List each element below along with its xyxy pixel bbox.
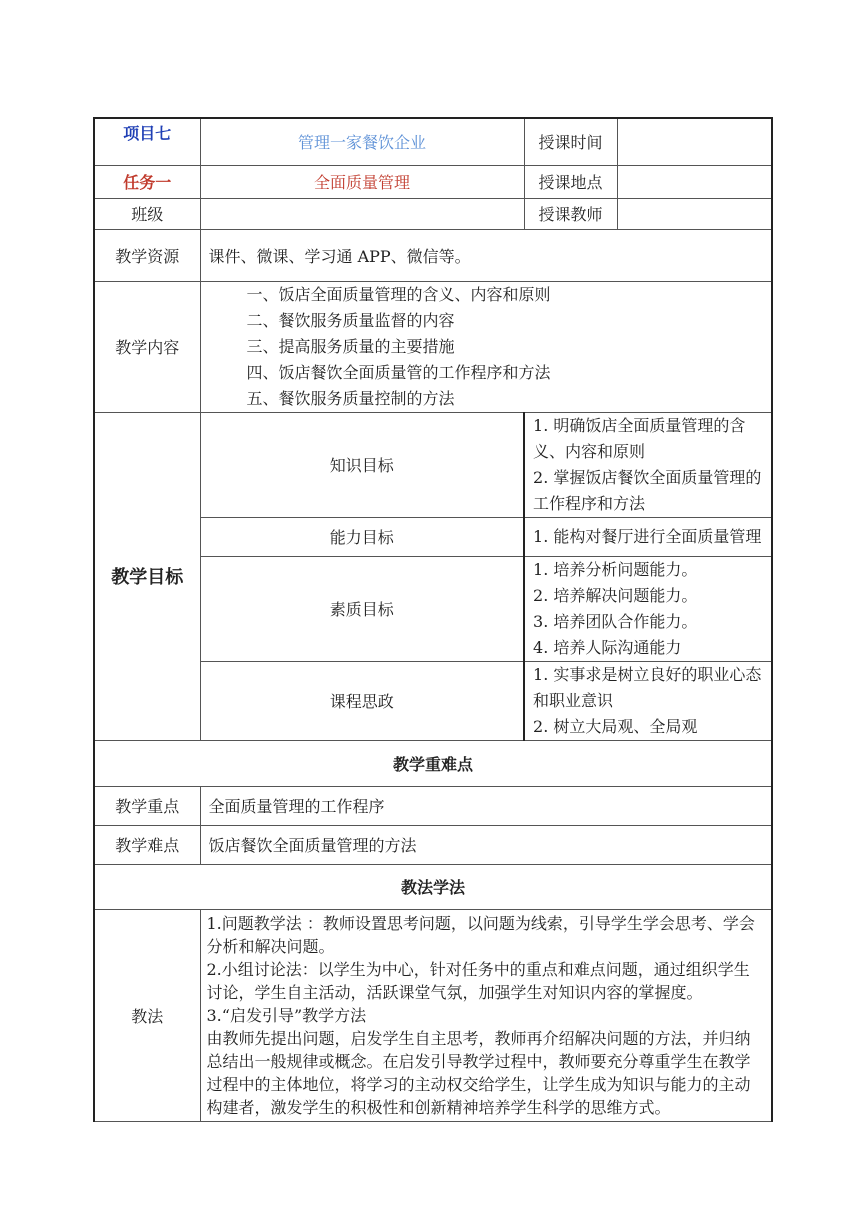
location-value [617, 165, 772, 198]
method-paragraph: 1.问题教学法 ：教师设置思考问题，以问题为线索，引导学生学会思考、学会分析和解决问题。 [206, 913, 755, 956]
content-list [200, 281, 772, 412]
content-item: 二、餐饮服务质量监督的内容 [246, 310, 455, 330]
objectives-label: 教学目标 [94, 412, 200, 740]
methods-label: 教法 [94, 909, 200, 1121]
knowledge-item: 1. 明确饭店全面质量管理的含义、内容和原则 [533, 415, 746, 461]
ability-label: 能力目标 [200, 517, 524, 556]
time-label: 授课时间 [524, 118, 617, 165]
quality-item: 2. 培养解决问题能力。 [533, 585, 698, 605]
key-points-heading: 教学重难点 [94, 740, 772, 786]
task-title: 全面质量管理 [200, 165, 524, 198]
focus-value: 全面质量管理的工作程序 [200, 786, 772, 825]
lesson-plan-table [93, 117, 773, 1122]
methods-body [200, 909, 772, 1121]
difficulty-value: 饭店餐饮全面质量管理的方法 [200, 825, 772, 864]
method-paragraph: 由教师先提出问题，启发学生自主思考，教师再介绍解决问题的方法，并归纳总结出一般规律或概念。在启发引导教学过程中，教师要充分尊重学生在教学过程中的主体地位，将学习的主动权交给学生，让学生成为知识与能力的主动构建者，激发学生的积极性和创新精神培养学生科学的思维方式。 [206, 1028, 751, 1117]
ideology-label: 课程思政 [200, 661, 524, 740]
quality-list [524, 556, 772, 661]
ability-item: 1. 能构对餐厅进行全面质量管理 [533, 526, 762, 546]
knowledge-list [524, 412, 772, 517]
class-value [200, 198, 524, 229]
focus-label: 教学重点 [94, 786, 200, 825]
quality-label: 素质目标 [200, 556, 524, 661]
method-paragraph: 2.小组讨论法：以学生为中心，针对任务中的重点和难点问题，通过组织学生讨论，学生自主活动，活跃课堂气氛，加强学生对知识内容的掌握度。 [206, 959, 750, 1002]
knowledge-item: 2. 掌握饭店餐饮全面质量管理的工作程序和方法 [533, 467, 762, 513]
teacher-value [617, 198, 772, 229]
methods-heading: 教法学法 [94, 864, 772, 909]
difficulty-label: 教学难点 [94, 825, 200, 864]
project-label: 项目七 [94, 118, 200, 165]
location-label: 授课地点 [524, 165, 617, 198]
quality-item: 3. 培养团队合作能力。 [533, 611, 698, 631]
time-value [617, 118, 772, 165]
content-item: 五、餐饮服务质量控制的方法 [246, 388, 455, 408]
knowledge-label: 知识目标 [200, 412, 524, 517]
quality-item: 4. 培养人际沟通能力 [533, 637, 682, 657]
ability-list [524, 517, 772, 556]
content-item: 四、饭店餐饮全面质量管的工作程序和方法 [246, 362, 551, 382]
content-item: 三、提高服务质量的主要措施 [246, 336, 455, 356]
quality-item: 1. 培养分析问题能力。 [533, 559, 698, 579]
task-label: 任务一 [94, 165, 200, 198]
ideology-list [524, 661, 772, 740]
resources-value: 课件、微课、学习通 APP、微信等。 [200, 229, 772, 281]
ideology-item: 2. 树立大局观、全局观 [533, 716, 698, 736]
teacher-label: 授课教师 [524, 198, 617, 229]
method-paragraph: 3.“启发引导”教学方法 [206, 1005, 367, 1025]
resources-label: 教学资源 [94, 229, 200, 281]
ideology-item: 1. 实事求是树立良好的职业心态和职业意识 [533, 664, 762, 710]
content-label: 教学内容 [94, 281, 200, 412]
content-item: 一、饭店全面质量管理的含义、内容和原则 [246, 284, 551, 304]
class-label: 班级 [94, 198, 200, 229]
project-title: 管理一家餐饮企业 [200, 118, 524, 165]
